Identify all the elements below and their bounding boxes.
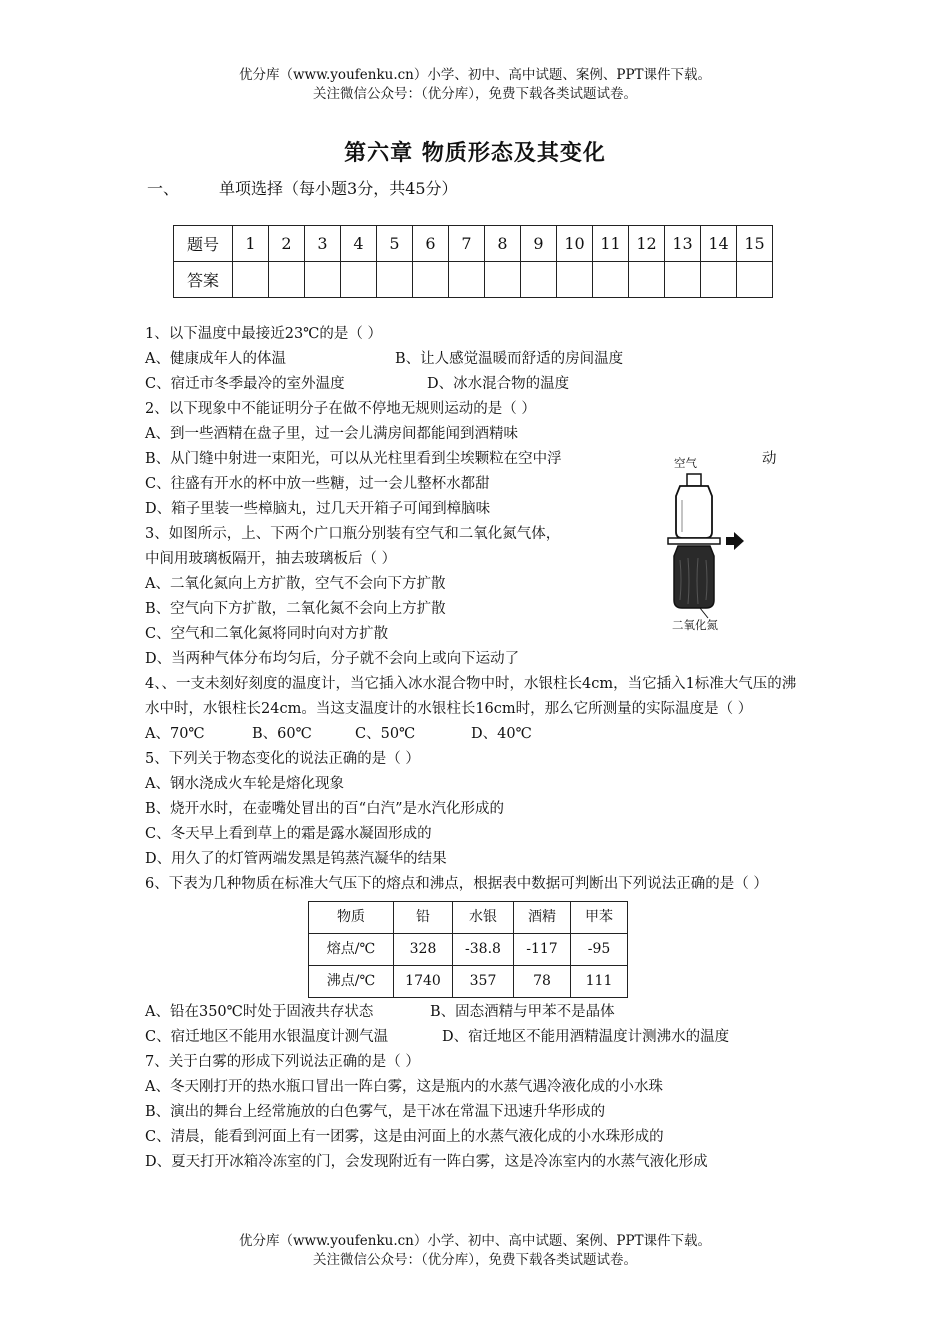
option: C、清晨，能看到河面上有一团雾，这是由河面上的水蒸气液化成的小水珠形成的 [145,1129,664,1145]
answer-cell[interactable] [413,262,449,298]
section-heading [147,176,458,199]
answer-cell[interactable] [485,262,521,298]
answer-table-number-row [174,226,773,262]
question-number-cell: 9 [521,226,557,262]
answer-cell[interactable] [521,262,557,298]
table-cell: 熔点/℃ [309,934,394,966]
question-number-cell: 8 [485,226,521,262]
option: B、空气向下方扩散，二氧化氮不会向上方扩散 [145,601,446,617]
table-cell: 水银 [453,902,514,934]
option: C、50℃ [355,726,416,742]
table-row [309,934,628,966]
option: D、夏天打开冰箱冷冻室的门，会发现附近有一阵白雾，这是冷冻室内的水蒸气液化形成 [145,1154,708,1170]
table-cell: 铅 [394,902,453,934]
option: C、宿迁地区不能用水银温度计测气温 [145,1029,389,1045]
jar-drawing [662,470,782,630]
option: A、钢水浇成火车轮是熔化现象 [145,776,344,792]
answer-table-answer-row [174,262,773,298]
section-label: 单项选择（每小题3分，共45分） [219,179,458,198]
question-stem: 7、关于白雾的形成下列说法正确的是（ ） [145,1054,420,1070]
answer-table-row-label: 答案 [174,262,233,298]
page-footer [0,1232,950,1270]
option: D、用久了的灯管两端发黑是钨蒸汽凝华的结果 [145,851,447,867]
answer-cell[interactable] [629,262,665,298]
section-number: 一、 [147,179,180,198]
table-row [309,902,628,934]
table-cell: 物质 [309,902,394,934]
option: B、60℃ [252,726,312,742]
option: B、从门缝中射进一束阳光，可以从光柱里看到尘埃颗粒在空中浮 [145,451,562,467]
header-line-1: 优分库（www.youfenku.cn）小学、初中、高中试题、案例、PPT课件下载。 [238,67,712,83]
option: C、往盛有开水的杯中放一些糖，过一会儿整杯水都甜 [145,476,490,492]
option: D、宿迁地区不能用酒精温度计测沸水的温度 [442,1029,730,1045]
answer-cell[interactable] [269,262,305,298]
diffusion-figure [662,452,782,632]
question-number-cell: 12 [629,226,665,262]
answer-cell[interactable] [341,262,377,298]
header-line-2: 关注微信公众号：（优分库），免费下载各类试题试卷。 [313,86,637,102]
question-stem: 1、以下温度中最接近23℃的是（ ） [145,326,383,342]
table-cell: -117 [514,934,571,966]
option: D、冰水混合物的温度 [427,376,570,392]
option: D、40℃ [471,726,532,742]
question-number-cell: 13 [665,226,701,262]
option: B、固态酒精与甲苯不是晶体 [430,1004,615,1020]
option: B、烧开水时，在壶嘴处冒出的百“白汽”是水汽化形成的 [145,801,504,817]
question-number-cell: 2 [269,226,305,262]
option: A、到一些酒精在盘子里，过一会儿满房间都能闻到酒精味 [145,426,518,442]
option: A、冬天刚打开的热水瓶口冒出一阵白雾，这是瓶内的水蒸气遇冷液化成的小水珠 [145,1079,663,1095]
question-stem: 5、下列关于物态变化的说法正确的是（ ） [145,751,420,767]
answer-cell[interactable] [377,262,413,298]
page-header [0,66,950,104]
air-label: 空气 [674,456,697,470]
question-number-cell: 10 [557,226,593,262]
question-stem: 4、、一支未刻好刻度的温度计，当它插入冰水混合物中时，水银柱长4cm，当它插入1标准大气压的沸水中时，水银柱长24cm。当这支温度计的水银柱长16cm时，那么它所测量的实际温度是（ ） [145,676,797,717]
footer-line-1: 优分库（www.youfenku.cn）小学、初中、高中试题、案例、PPT课件下载。 [238,1233,712,1249]
table-cell: 78 [514,966,571,998]
table-cell: 1740 [394,966,453,998]
footer-line-2: 关注微信公众号：（优分库），免费下载各类试题试卷。 [313,1252,637,1268]
answer-table-row-label: 题号 [174,226,233,262]
table-cell: 甲苯 [571,902,628,934]
option: D、当两种气体分布均匀后，分子就不会向上或向下运动了 [145,651,520,667]
table-row [309,966,628,998]
answer-cell[interactable] [701,262,737,298]
table-cell: 沸点/℃ [309,966,394,998]
option: C、宿迁市冬季最冷的室外温度 [145,376,345,392]
table-cell: 酒精 [514,902,571,934]
question-list [145,322,810,1175]
table-cell: 111 [571,966,628,998]
answer-cell[interactable] [737,262,773,298]
question-number-cell: 11 [593,226,629,262]
option: B、演出的舞台上经常施放的白色雾气，是干冰在常温下迅速升华形成的 [145,1104,606,1120]
table-cell: -38.8 [453,934,514,966]
question-number-cell: 1 [233,226,269,262]
question-number-cell: 3 [305,226,341,262]
option: B、让人感觉温暖而舒适的房间温度 [395,351,624,367]
option: A、铅在350℃时处于固液共存状态 [145,1004,374,1020]
option: C、冬天早上看到草上的霜是露水凝固形成的 [145,826,432,842]
option: A、二氧化氮向上方扩散，空气不会向下方扩散 [145,576,446,592]
answer-cell[interactable] [593,262,629,298]
question-number-cell: 14 [701,226,737,262]
option-continuation: 动 [762,451,777,467]
table-cell: -95 [571,934,628,966]
question-stem: 6、下表为几种物质在标准大气压下的熔点和沸点，根据表中数据可判断出下列说法正确的是（ ） [145,876,768,892]
table-cell: 357 [453,966,514,998]
answer-cell[interactable] [449,262,485,298]
answer-cell[interactable] [305,262,341,298]
question-number-cell: 15 [737,226,773,262]
question-number-cell: 4 [341,226,377,262]
answer-cell[interactable] [233,262,269,298]
question-number-cell: 5 [377,226,413,262]
question-number-cell: 6 [413,226,449,262]
answer-cell[interactable] [665,262,701,298]
option: C、空气和二氧化氮将同时向对方扩散 [145,626,389,642]
option: D、箱子里装一些樟脑丸，过几天开箱子可闻到樟脑味 [145,501,491,517]
question-stem: 2、以下现象中不能证明分子在做不停地无规则运动的是（ ） [145,401,536,417]
page-title: 第六章 物质形态及其变化 [344,140,606,166]
answer-table [173,225,773,298]
question-number-cell: 7 [449,226,485,262]
question-stem: 中间用玻璃板隔开，抽去玻璃板后（ ） [145,551,397,567]
table-cell: 328 [394,934,453,966]
option: A、健康成年人的体温 [145,351,286,367]
melting-point-table [308,901,628,998]
no2-label: 二氧化氮 [672,618,718,632]
answer-cell[interactable] [557,262,593,298]
option: A、70℃ [145,726,205,742]
question-stem: 3、如图所示，上、下两个广口瓶分别装有空气和二氧化氮气体， [145,526,561,542]
